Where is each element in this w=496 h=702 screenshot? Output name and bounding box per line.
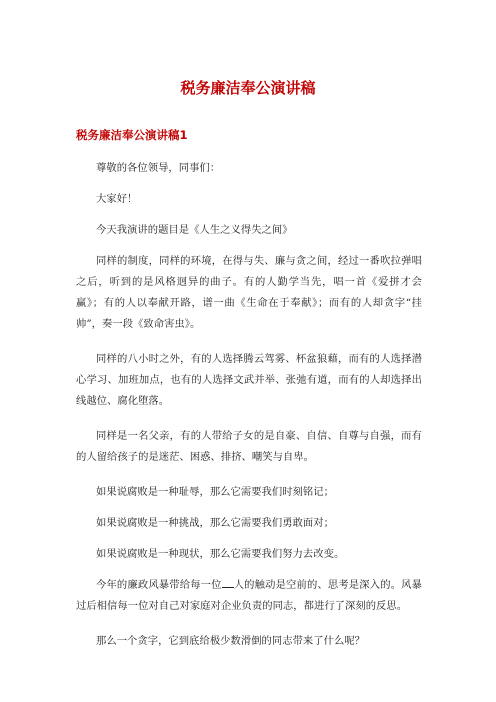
paragraph-5: 如果说腐败是一种挑战，那么它需要我们勇敢面对； [96, 517, 334, 529]
section-heading: 税务廉洁奉公演讲稿1 [76, 128, 188, 142]
paragraph-greeting: 大家好！ [96, 193, 138, 205]
paragraph-7 [76, 575, 422, 617]
paragraph-7-part-2: 人的触动是空前的、思考是深入的。风暴过后相信每一位对自己对家庭对企业负责的同志，都进行了深刻的反思。 [76, 579, 422, 612]
paragraph-6: 如果说腐败是一种现状，那么它需要我们努力去改变。 [96, 548, 345, 560]
paragraph-salutation: 尊敬的各位领导，同事们： [96, 162, 221, 174]
paragraph-2: 同样的八小时之外，有的人选择腾云驾雾、杯盆狼藉，而有的人选择潜心学习、加班加点，也有的人选择文武并举、张弛有道，而有的人却选择出线越位、腐化堕落。 [76, 353, 422, 407]
paragraph-4: 如果说腐败是一种耻辱，那么它需要我们时刻铭记； [96, 486, 334, 498]
document-body [76, 158, 422, 662]
paragraph-7-part-1: 今年的廉政风暴带给每一位 [96, 579, 222, 591]
document-title: 税务廉洁奉公演讲稿 [180, 79, 316, 97]
paragraph-topic: 今天我演讲的题目是《人生之义得失之间》 [96, 224, 293, 236]
blank-underline [222, 576, 234, 588]
paragraph-8: 那么一个贪字，它到底给极少数滑倒的同志带来了什么呢？ [96, 635, 366, 647]
paragraph-3: 同样是一名父亲，有的人带给子女的是自豪、自信、自尊与自强，而有的人留给孩子的是迷茫、困惑、排挤、嘲笑与自卑。 [76, 430, 422, 463]
paragraph-1: 同样的制度，同样的环境，在得与失、廉与贪之间，经过一番吹拉弹唱之后，听到的是风格迥异的曲子。有的人勤学当先，唱一首《爱拼才会赢》；有的人以奉献开路，谱一曲《生命在于奉献》；而有的人却贪字“挂帅”，奏一段《致命害虫》。 [76, 255, 422, 330]
